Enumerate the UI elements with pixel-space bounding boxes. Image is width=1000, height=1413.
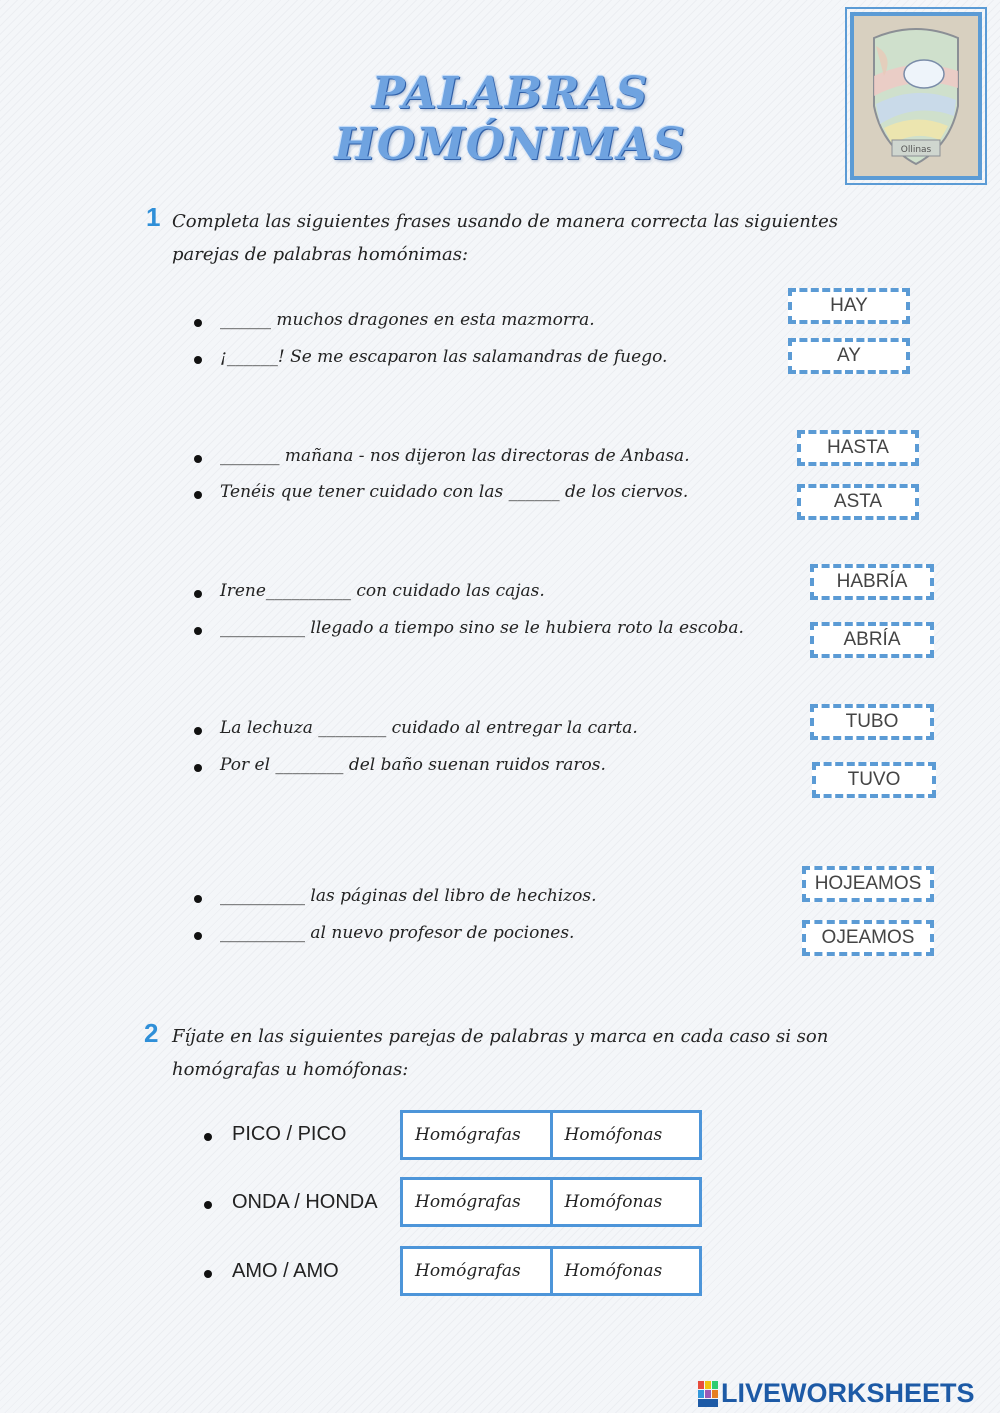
word-card[interactable]: ABRÍA (810, 622, 934, 658)
exercise-2-instruction: Fíjate en las siguientes parejas de palabras y marca en cada caso si son homógrafas u homófonas: (172, 1026, 829, 1080)
bullet-icon (194, 727, 202, 735)
sentence: Irene__________ con cuidado las cajas. (220, 581, 545, 601)
bullet-icon (194, 590, 202, 598)
bullet-icon (204, 1133, 212, 1141)
option-homografas[interactable]: Homógrafas (415, 1261, 521, 1281)
choice-table (400, 1177, 702, 1227)
sentence: ¡______! Se me escaparon las salamandras de fuego. (220, 347, 668, 367)
page-title: PALABRAS HOMÓNIMAS (334, 68, 686, 170)
word-card[interactable]: TUBO (810, 704, 934, 740)
option-homografas[interactable]: Homógrafas (415, 1192, 521, 1212)
bullet-icon (194, 319, 202, 327)
option-homofonas[interactable]: Homófonas (550, 1113, 700, 1157)
bullet-icon (204, 1201, 212, 1209)
sentence: La lechuza ________ cuidado al entregar la carta. (220, 718, 638, 738)
sentence: __________ las páginas del libro de hechizos. (220, 886, 597, 906)
sentence: Tenéis que tener cuidado con las ______ de los ciervos. (220, 482, 689, 502)
bullet-icon (194, 491, 202, 499)
word-pair-label: ONDA / HONDA (232, 1191, 378, 1213)
word-card[interactable]: AY (788, 338, 910, 374)
bullet-icon (194, 764, 202, 772)
sentence: Por el ________ del baño suenan ruidos raros. (220, 755, 606, 775)
sentence: ______ muchos dragones en esta mazmorra. (220, 310, 595, 330)
word-card[interactable]: ASTA (797, 484, 919, 520)
shield-icon (854, 16, 978, 176)
bullet-icon (194, 932, 202, 940)
option-homofonas[interactable]: Homófonas (550, 1180, 700, 1224)
bullet-icon (194, 455, 202, 463)
word-card[interactable]: HASTA (797, 430, 919, 466)
footer-brand[interactable] (698, 1378, 975, 1409)
word-card[interactable]: HABRÍA (810, 564, 934, 600)
word-pair-label: AMO / AMO (232, 1260, 339, 1282)
sentence: _______ mañana - nos dijeron las directoras de Anbasa. (220, 446, 690, 466)
word-card[interactable]: TUVO (812, 762, 936, 798)
sentence: __________ llegado a tiempo sino se le hubiera roto la escoba. (220, 618, 744, 638)
footer-brand-text: LIVEWORKSHEETS (721, 1378, 975, 1408)
liveworksheets-logo-icon (698, 1381, 718, 1407)
choice-table (400, 1110, 702, 1160)
word-card[interactable]: HAY (788, 288, 910, 324)
word-card[interactable]: OJEAMOS (802, 920, 934, 956)
exercise-1-instruction: Completa las siguientes frases usando de manera correcta las siguientes parejas de palabras homónimas: (172, 211, 839, 265)
option-homofonas[interactable]: Homófonas (550, 1249, 700, 1293)
crest-image (850, 12, 982, 180)
exercise-1-number: 1 (146, 202, 161, 232)
bullet-icon (194, 895, 202, 903)
sentence: __________ al nuevo profesor de pociones. (220, 923, 575, 943)
crest-badge-text: Ollinas (900, 145, 932, 155)
option-homografas[interactable]: Homógrafas (415, 1125, 521, 1145)
exercise-2-number: 2 (144, 1018, 159, 1048)
word-pair-label: PICO / PICO (232, 1123, 347, 1145)
bullet-icon (204, 1270, 212, 1278)
choice-table (400, 1246, 702, 1296)
bullet-icon (194, 627, 202, 635)
word-card[interactable]: HOJEAMOS (802, 866, 934, 902)
bullet-icon (194, 356, 202, 364)
